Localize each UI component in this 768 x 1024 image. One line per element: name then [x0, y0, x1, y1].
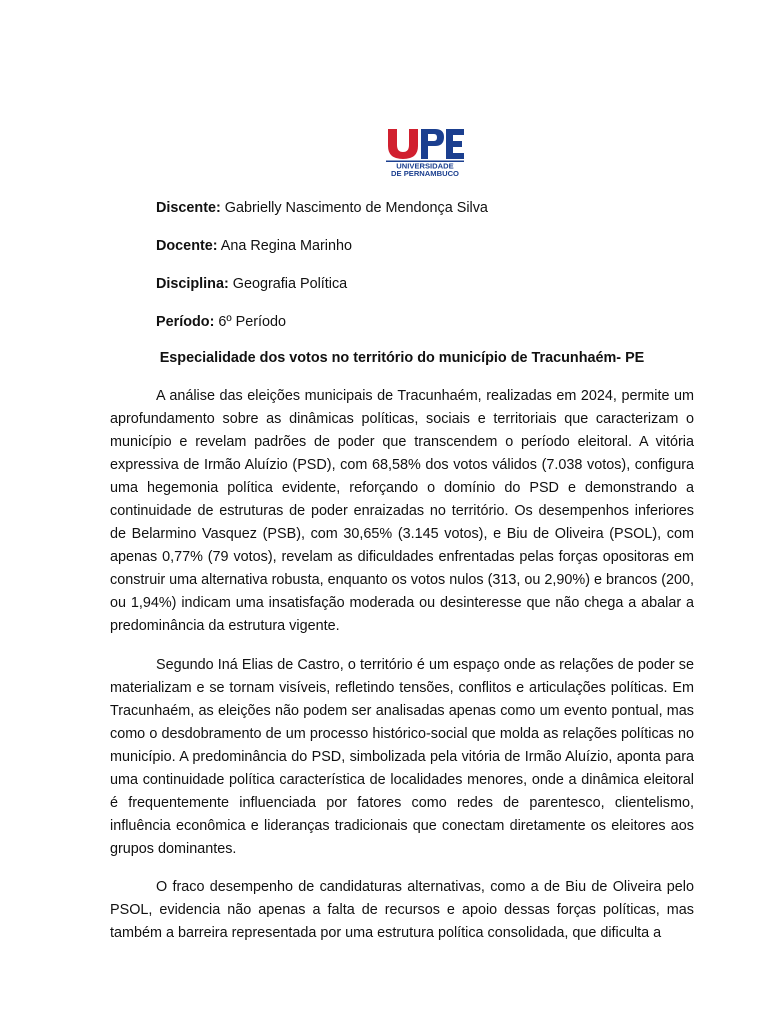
meta-label: Discente:	[156, 200, 221, 216]
document-title: Especialidade dos votos no território do município de Tracunhaém- PE	[159, 350, 645, 366]
meta-label: Período:	[156, 314, 215, 330]
meta-value: Geografia Política	[232, 276, 348, 292]
meta-value: 6º Período	[218, 314, 287, 330]
logo-line1: UNIVERSIDADE	[396, 161, 454, 171]
logo-line2: DE PERNAMBUCO	[391, 169, 459, 177]
meta-label: Disciplina:	[156, 276, 229, 292]
paragraph: A análise das eleições municipais de Tracunhaém, realizadas em 2024, permite um aprofundamento sobre as dinâmicas políticas, sociais e territoriais que caracterizam o município e revelam padrões de poder que transcendem o período eleitoral. A vitória expressiva de Irmão Aluízio (PSD), com 68,58% dos votos válidos (7.038 votos), configura uma hegemonia política evidente, reforçando o domínio do PSD e demonstrando a continuidade de estruturas de poder enraizadas no território. Os desempenhos inferiores de Belarmino Vasquez (PSB), com 30,65% (3.145 votos), e Biu de Oliveira (PSOL), com apenas 0,77% (79 votos), revelam as dificuldades enfrentadas pelas forças opositoras em construir uma alternativa robusta, enquanto os votos nulos (313, ou 2,90%) e brancos (200, ou 1,94%) indicam uma insatisfação moderada ou desinteresse que não chega a abalar a predominância da estrutura vigente.	[110, 388, 694, 634]
upe-logo-graphic	[384, 125, 466, 177]
meta-value: Gabrielly Nascimento de Mendonça Silva	[224, 200, 488, 216]
meta-discente	[156, 199, 488, 217]
meta-disciplina	[156, 275, 347, 293]
paragraph: O fraco desempenho de candidaturas alternativas, como a de Biu de Oliveira pelo PSOL, evidencia não apenas a falta de recursos e apoio dessas forças políticas, mas também a barreira representada por uma estrutura política consolidada, que dificulta a	[110, 879, 694, 941]
meta-label: Docente:	[156, 238, 218, 254]
meta-docente	[156, 237, 352, 255]
meta-periodo	[156, 313, 286, 331]
upe-logo	[384, 125, 466, 177]
paragraph: Segundo Iná Elias de Castro, o território é um espaço onde as relações de poder se materializam e se tornam visíveis, refletindo tensões, conflitos e articulações políticas. Em Tracunhaém, as eleições não podem ser analisadas apenas como um evento pontual, mas como o desdobramento de um processo histórico-social que molda as relações políticas no município. A predominância do PSD, simbolizada pela vitória de Irmão Aluízio, aponta para uma continuidade política característica de localidades menores, onde a dinâmica eleitoral é frequentemente influenciada por fatores como redes de parentesco, clientelismo, influência econômica e lideranças tradicionais que conectam diretamente os eleitores aos grupos dominantes.	[110, 657, 694, 857]
meta-value: Ana Regina Marinho	[220, 238, 352, 254]
